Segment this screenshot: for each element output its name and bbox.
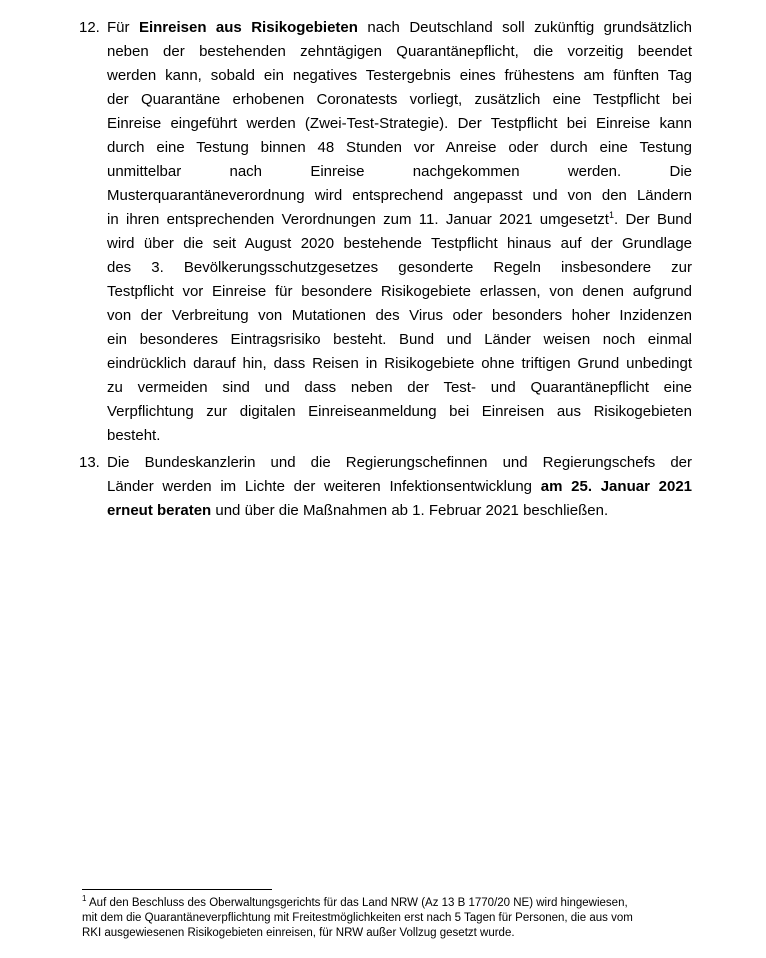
text-line: Einreise eingeführt werden (Zwei-Test-Strategie). Der Testpflicht bei Einreise kann <box>107 115 692 132</box>
list-item-13 <box>79 451 692 523</box>
footnote-marker: 1 <box>82 894 87 904</box>
text-run: . Der Bund <box>613 211 692 228</box>
bold-run: am 25. Januar 2021 <box>540 478 692 495</box>
text-line: Musterquarantäneverordnung wird entsprechend angepasst und von den Ländern <box>107 187 692 204</box>
text-line: neben der bestehenden zehntägigen Quarantänepflicht, die vorzeitig beendet <box>107 43 692 60</box>
footnote-separator <box>82 889 272 890</box>
text-line <box>107 499 692 523</box>
list-number: 13. <box>79 454 100 471</box>
text-line: eindrücklich darauf hin, dass Reisen in Risikogebiete ohne triftigen Grund unbedingt <box>107 355 692 372</box>
text-run: Länder werden im Lichte der weiteren Infektionsentwicklung <box>107 478 541 495</box>
text-line: besteht. <box>107 427 161 444</box>
footnote-line <box>82 896 722 911</box>
bold-run: erneut beraten <box>107 502 212 519</box>
text-line: Die Bundeskanzlerin und die Regierungschefinnen und Regierungschefs der <box>107 454 692 471</box>
list-number: 12. <box>79 19 100 36</box>
text-line <box>107 16 692 40</box>
footnote <box>82 896 722 941</box>
footnote-line: mit dem die Quarantäneverpflichtung mit Freitestmöglichkeiten erst nach 5 Tagen für Personen, die aus vom <box>82 912 633 924</box>
text-line: werden kann, sobald ein negatives Testergebnis eines frühestens am fünften Tag <box>107 67 692 84</box>
footnote-reference: 1 <box>608 210 614 220</box>
text-line: wird über die seit August 2020 bestehende Testpflicht hinaus auf der Grundlage <box>107 235 692 252</box>
text-run: in ihren entsprechenden Verordnungen zum 11. Januar 2021 umgesetzt <box>107 211 609 228</box>
text-run: nach Deutschland soll zukünftig grundsätzlich <box>357 19 692 36</box>
text-line: ein besonderes Eintragsrisiko besteht. Bund und Länder weisen noch einmal <box>107 331 692 348</box>
text-line <box>107 475 692 499</box>
footnote-line: RKI ausgewiesenen Risikogebieten einreisen, für NRW außer Vollzug gesetzt wurde. <box>82 927 515 939</box>
text-line: von der Verbreitung von Mutationen des Virus oder besonders hoher Inzidenzen <box>107 307 692 324</box>
footnote-text: Auf den Beschluss des Oberwaltungsgerichts für das Land NRW (Az 13 B 1770/20 NE) wird hingewiesen, <box>86 897 628 909</box>
list-item-12 <box>79 16 692 448</box>
text-line: des 3. Bevölkerungsschutzgesetzes gesonderte Regeln insbesondere zur <box>107 259 692 276</box>
text-line: Testpflicht vor Einreise für besondere Risikogebiete erlassen, von denen aufgrund <box>107 283 692 300</box>
list-item-text <box>107 16 692 448</box>
text-line: der Quarantäne erhobenen Coronatests vorliegt, zusätzlich eine Testpflicht bei <box>107 91 692 108</box>
text-line: unmittelbar nach Einreise nachgekommen werden. Die <box>107 163 692 180</box>
text-line: zu vermeiden sind und dass neben der Test- und Quarantänepflicht eine <box>107 379 692 396</box>
text-run: Für <box>107 19 139 36</box>
list-item-text <box>107 451 692 523</box>
text-line: Verpflichtung zur digitalen Einreiseanmeldung bei Einreisen aus Risikogebieten <box>107 403 692 420</box>
text-line: durch eine Testung binnen 48 Stunden vor Anreise oder durch eine Testung <box>107 139 692 156</box>
text-line <box>107 208 692 232</box>
bold-run: Einreisen aus Risikogebieten <box>138 19 358 36</box>
text-run: und über die Maßnahmen ab 1. Februar 2021 beschließen. <box>211 502 609 519</box>
